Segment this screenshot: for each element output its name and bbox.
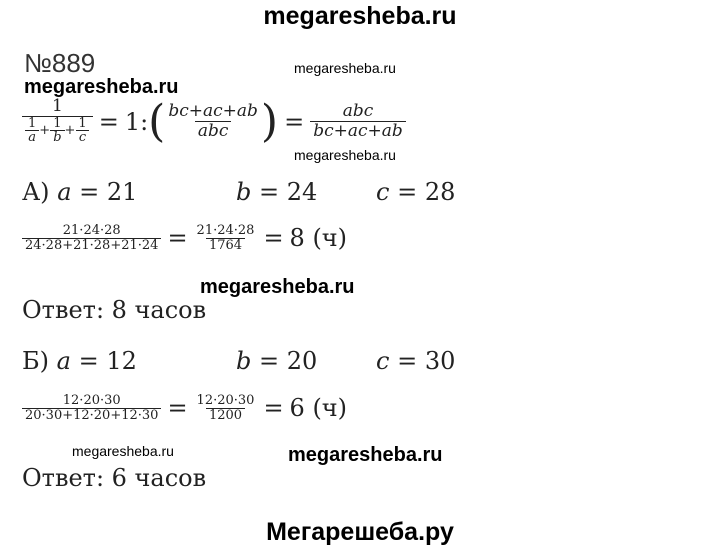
reciprocal-b-den: b	[50, 130, 64, 145]
one-colon: 1:	[124, 107, 149, 136]
part-b-c: c = 30	[376, 347, 456, 375]
paren-denominator: abc	[195, 121, 232, 141]
reciprocal-c	[75, 117, 89, 146]
part-b-frac2-num: 12·20·30	[196, 393, 255, 408]
reciprocal-b	[50, 117, 64, 146]
part-a-fraction-1	[22, 224, 161, 253]
reciprocal-a-num: 1	[28, 115, 37, 131]
reciprocal-a-den: a	[25, 130, 39, 145]
watermark: megaresheba.ru	[288, 444, 443, 466]
part-a-frac1-den: 24·28+21·28+21·24	[22, 238, 161, 253]
paren-fraction	[165, 103, 261, 141]
part-a-label: А)	[22, 178, 50, 206]
reciprocal-b-num: 1	[53, 115, 62, 131]
problem-number: №889	[24, 48, 96, 78]
paren-numerator: bc+ac+ab	[168, 101, 258, 122]
part-b-fraction-1	[22, 394, 161, 423]
part-b-computation: $\frac{12\cdot 20\cdot 30}{20\cdot 30+12\cdot 20+12\cdot 30}$ = $\frac{12\cdot 20\cdot 30}{1200}$ = 6 (ч)	[22, 394, 347, 423]
reciprocal-c-den: c	[76, 130, 89, 145]
lhs-denominator: $\frac{1}{a}$ + $\frac{1}{b}$ + $\frac{1}{c}$	[22, 116, 93, 146]
rhs-fraction	[310, 103, 406, 141]
watermark: megaresheba.ru	[294, 60, 396, 76]
part-b-frac1-den: 20·30+12·20+12·30	[22, 408, 161, 423]
watermark: megaresheba.ru	[294, 147, 396, 163]
part-a-frac1-num: 21·24·28	[62, 223, 121, 238]
lhs-fraction	[22, 98, 93, 146]
part-b-frac2-den: 1200	[206, 408, 245, 423]
rhs-numerator: abc	[342, 101, 374, 122]
part-a-c: c = 28	[376, 178, 456, 206]
part-a-b-value: 24	[286, 178, 318, 206]
part-a-values: А) a = 21	[22, 178, 138, 206]
part-a-frac2-num: 21·24·28	[196, 223, 255, 238]
part-a-answer: Ответ: 8 часов	[22, 296, 207, 324]
part-a-computation: $\frac{21\cdot 24\cdot 28}{24\cdot 28+21\cdot 28+21\cdot 24}$ = $\frac{21\cdot 24\cdot 28}{1764}$ = 8 (ч)	[22, 224, 347, 253]
part-b-answer: Ответ: 6 часов	[22, 464, 207, 492]
site-footer-title: Мегарешеба.ру	[266, 518, 454, 546]
part-a-b: b = 24	[236, 178, 318, 206]
part-b-label: Б)	[22, 347, 49, 375]
lhs-numerator: 1	[51, 96, 63, 116]
part-b-a-value: 12	[106, 347, 137, 375]
part-a-a-value: 21	[106, 178, 138, 206]
part-a-result: 8 (ч)	[289, 224, 348, 253]
part-b-c-value: 30	[424, 347, 456, 375]
general-formula: 1 $\frac{1}{a}$ + $\frac{1}{b}$ + $\frac{1}{c}$ = 1: ( $\frac{bc+ac+ab}{\text{abc}}$ ) = $\frac{\text{abc}}{bc+ac+ab}$	[22, 98, 406, 146]
reciprocal-c-num: 1	[78, 115, 87, 131]
watermark: megaresheba.ru	[200, 276, 355, 298]
part-b-b: b = 20	[236, 347, 318, 375]
part-a-fraction-2	[194, 224, 258, 253]
watermark: megaresheba.ru	[24, 76, 179, 98]
reciprocal-a	[25, 117, 39, 146]
part-a-c-value: 28	[424, 178, 456, 206]
site-header-title: megaresheba.ru	[263, 2, 457, 30]
part-b-result: 6 (ч)	[289, 394, 348, 423]
part-b-values: Б) a = 12	[22, 347, 137, 375]
watermark: megaresheba.ru	[72, 443, 174, 459]
part-b-frac1-num: 12·20·30	[62, 393, 121, 408]
rhs-denominator: bc+ac+ab	[310, 121, 406, 141]
part-a-frac2-den: 1764	[206, 238, 245, 253]
part-b-fraction-2	[194, 394, 258, 423]
part-b-b-value: 20	[286, 347, 318, 375]
